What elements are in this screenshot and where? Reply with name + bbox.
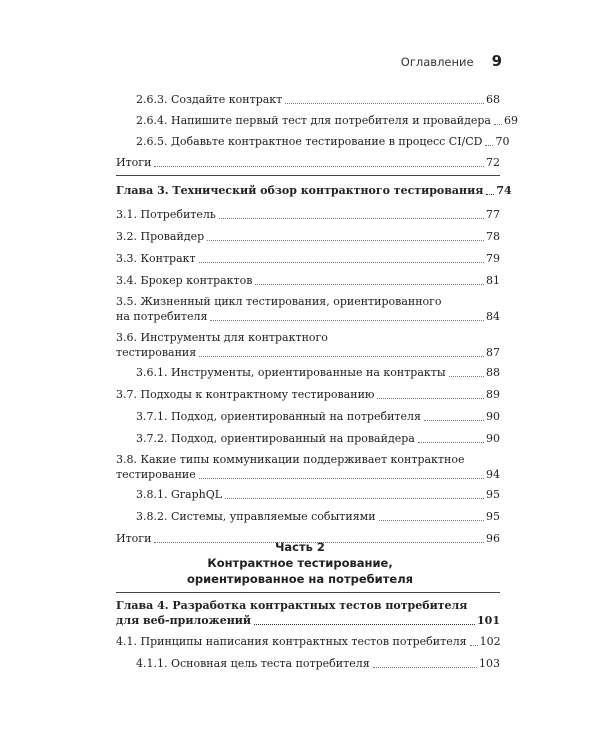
part-2-title-line1: Контрактное тестирование, (207, 556, 393, 570)
running-header (401, 52, 502, 70)
toc-entry-3-8[interactable]: 3.8. Какие типы коммуникации поддерживает контрактное тестирование 94 (116, 453, 500, 481)
toc-entry-3-8-1[interactable]: 3.8.1. GraphQL 95 (136, 488, 500, 501)
toc-entry-3-7-1[interactable]: 3.7.1. Подход, ориентированный на потребителя 90 (136, 410, 500, 423)
toc-chapter-4 (116, 598, 500, 671)
toc-chapter-3 (116, 183, 512, 546)
toc-entry-3-6-1[interactable]: 3.6.1. Инструменты, ориентированные на контракты 88 (136, 366, 500, 379)
page-number: 9 (491, 52, 502, 70)
toc-entry-3-4[interactable]: 3.4. Брокер контрактов 81 (116, 274, 500, 287)
toc-entry-3-1[interactable]: 3.1. Потребитель 77 (116, 208, 500, 221)
toc-entry-3-3[interactable]: 3.3. Контракт 79 (116, 252, 500, 265)
header-title: Оглавление (400, 55, 474, 69)
toc-entry-2-6-3[interactable]: 2.6.3. Создайте контракт 68 (136, 93, 500, 106)
toc-entry-3-7-2[interactable]: 3.7.2. Подход, ориентированный на провайдера 90 (136, 432, 500, 445)
part-2-heading[interactable] (0, 539, 600, 587)
divider (116, 175, 500, 176)
toc-chapter-4-title[interactable]: Глава 4. Разработка контрактных тестов потребителя для веб-приложений 101 (116, 599, 500, 627)
toc-entry-2-6-4[interactable]: 2.6.4. Напишите первый тест для потребителя и провайдера 69 (136, 114, 518, 127)
part-2-label: Часть 2 (275, 540, 325, 554)
toc-top-section (116, 92, 518, 170)
toc-entry-3-5[interactable]: 3.5. Жизненный цикл тестирования, ориентированного на потребителя 84 (116, 295, 500, 323)
toc-entry-2-6-5[interactable]: 2.6.5. Добавьте контрактное тестирование в процесс CI/CD 70 (136, 135, 510, 148)
toc-entry-3-8-2[interactable]: 3.8.2. Системы, управляемые событиями 95 (136, 510, 500, 523)
divider (116, 592, 500, 593)
toc-entry-4-1-1[interactable]: 4.1.1. Основная цель теста потребителя 103 (136, 657, 500, 670)
toc-entry-3-6[interactable]: 3.6. Инструменты для контрактного тестирования 87 (116, 331, 500, 359)
part-2-title-line2: ориентированное на потребителя (186, 572, 414, 586)
toc-chapter-3-title[interactable]: Глава 3. Технический обзор контрактного тестирования 74 (116, 184, 512, 197)
toc-entry-summary-ch2[interactable]: Итоги 72 (116, 156, 500, 169)
toc-entry-summary-ch3[interactable]: Итоги 96 (116, 532, 500, 545)
toc-entry-3-2[interactable]: 3.2. Провайдер 78 (116, 230, 500, 243)
toc-entry-4-1[interactable]: 4.1. Принципы написания контрактных тестов потребителя 102 (116, 635, 501, 648)
toc-entry-3-7[interactable]: 3.7. Подходы к контрактному тестированию 89 (116, 388, 500, 401)
